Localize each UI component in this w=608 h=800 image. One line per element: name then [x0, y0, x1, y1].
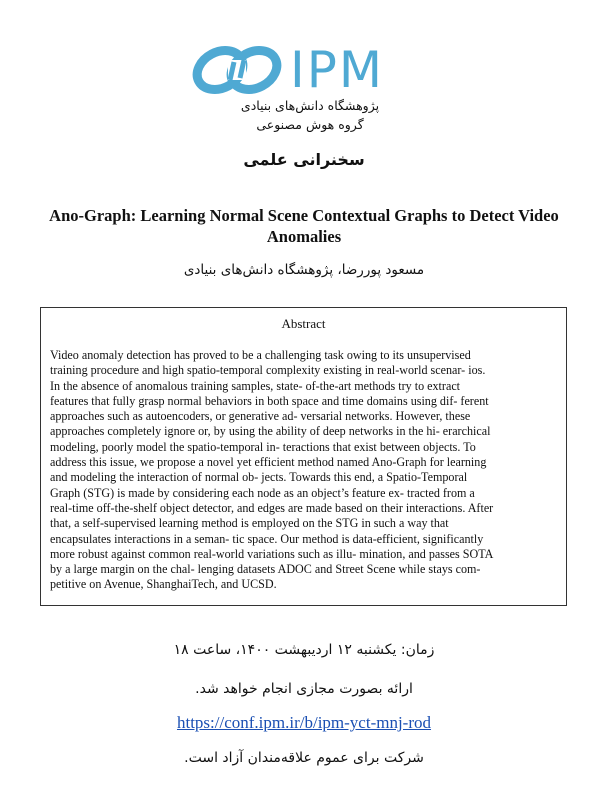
abstract-line: real-time off-the-shelf object detector, and edges are made based on their interactions. After: [50, 500, 494, 515]
abstract-body: [50, 348, 560, 593]
meeting-link[interactable]: https://conf.ipm.ir/b/ipm-yct-mnj-rod: [176, 713, 432, 732]
abstract-box: [40, 307, 567, 606]
abstract-line: approaches such as autoencoders, or generative ad- versarial networks. However, these: [50, 409, 471, 424]
abstract-line: more robust against common real-world variations such as illu- mination, and passes SOTA: [50, 546, 494, 561]
abstract-line: Video anomaly detection has proved to be a challenging task owing to its unsupervised: [50, 348, 471, 362]
event-type-heading: سخنرانی علمی: [243, 150, 365, 169]
abstract-line: encapsulates interactions in a seman- tic space. Our method is data-efficient, significantly: [50, 531, 484, 546]
abstract-line: petitive on Avenue, ShanghaiTech, and UCSD.: [50, 577, 277, 592]
logo-text: IPM: [290, 41, 385, 99]
abstract-line: In the absence of anomalous training samples, state- of-the-art methods try to extract: [50, 378, 461, 393]
presentation-mode: ارائه بصورت مجازی انجام خواهد شد.: [195, 681, 413, 697]
abstract-line: by a large margin on the chal- lenging datasets ADOC and Street Scene while stays com-: [50, 562, 481, 577]
abstract-line: modeling, poorly model the spatio-temporal in- teractions that exist between objects. To: [50, 439, 476, 454]
group-name: گروه هوش مصنوعی: [256, 117, 364, 132]
abstract-heading: Abstract: [281, 316, 326, 331]
public-note: شرکت برای عموم علاقه‌مندان آزاد است.: [184, 750, 424, 766]
date-time: زمان: یکشنبه ۱۲ اردیبهشت ۱۴۰۰، ساعت ۱۸: [173, 642, 435, 658]
talk-title: Ano-Graph: Learning Normal Scene Contextual Graphs to Detect Video Anomalies: [49, 206, 559, 246]
abstract-line: that, a self-supervised learning method is employed on the STG in such a way that: [50, 516, 449, 531]
abstract-line: features that fully grasp normal behaviors in both space and time domains using dif- ferent: [50, 393, 489, 408]
abstract-line: and modeling the interaction of normal ob- jects. Towards this end, a Spatio-Temporal: [50, 470, 468, 485]
abstract-line: approaches completely ignore or, by using the ability of deep networks in the hi- erarchical: [50, 424, 491, 439]
ipm-chain-logo-icon: [190, 40, 286, 100]
speaker-line: مسعود پوررضا، پژوهشگاه دانش‌های بنیادی: [183, 262, 425, 278]
abstract-line: address this issue, we propose a novel yet efficient method named Ano-Graph for learning: [50, 455, 487, 470]
abstract-line: Graph (STG) is made by considering each node as an object’s feature ex- tracted from a: [50, 485, 475, 500]
ipm-logo: [190, 40, 396, 100]
institute-name: پژوهشگاه دانش‌های بنیادی: [240, 98, 380, 113]
abstract-line: training procedure and high spatio-temporal complexity existing in real-world scenar- ios.: [50, 363, 486, 378]
